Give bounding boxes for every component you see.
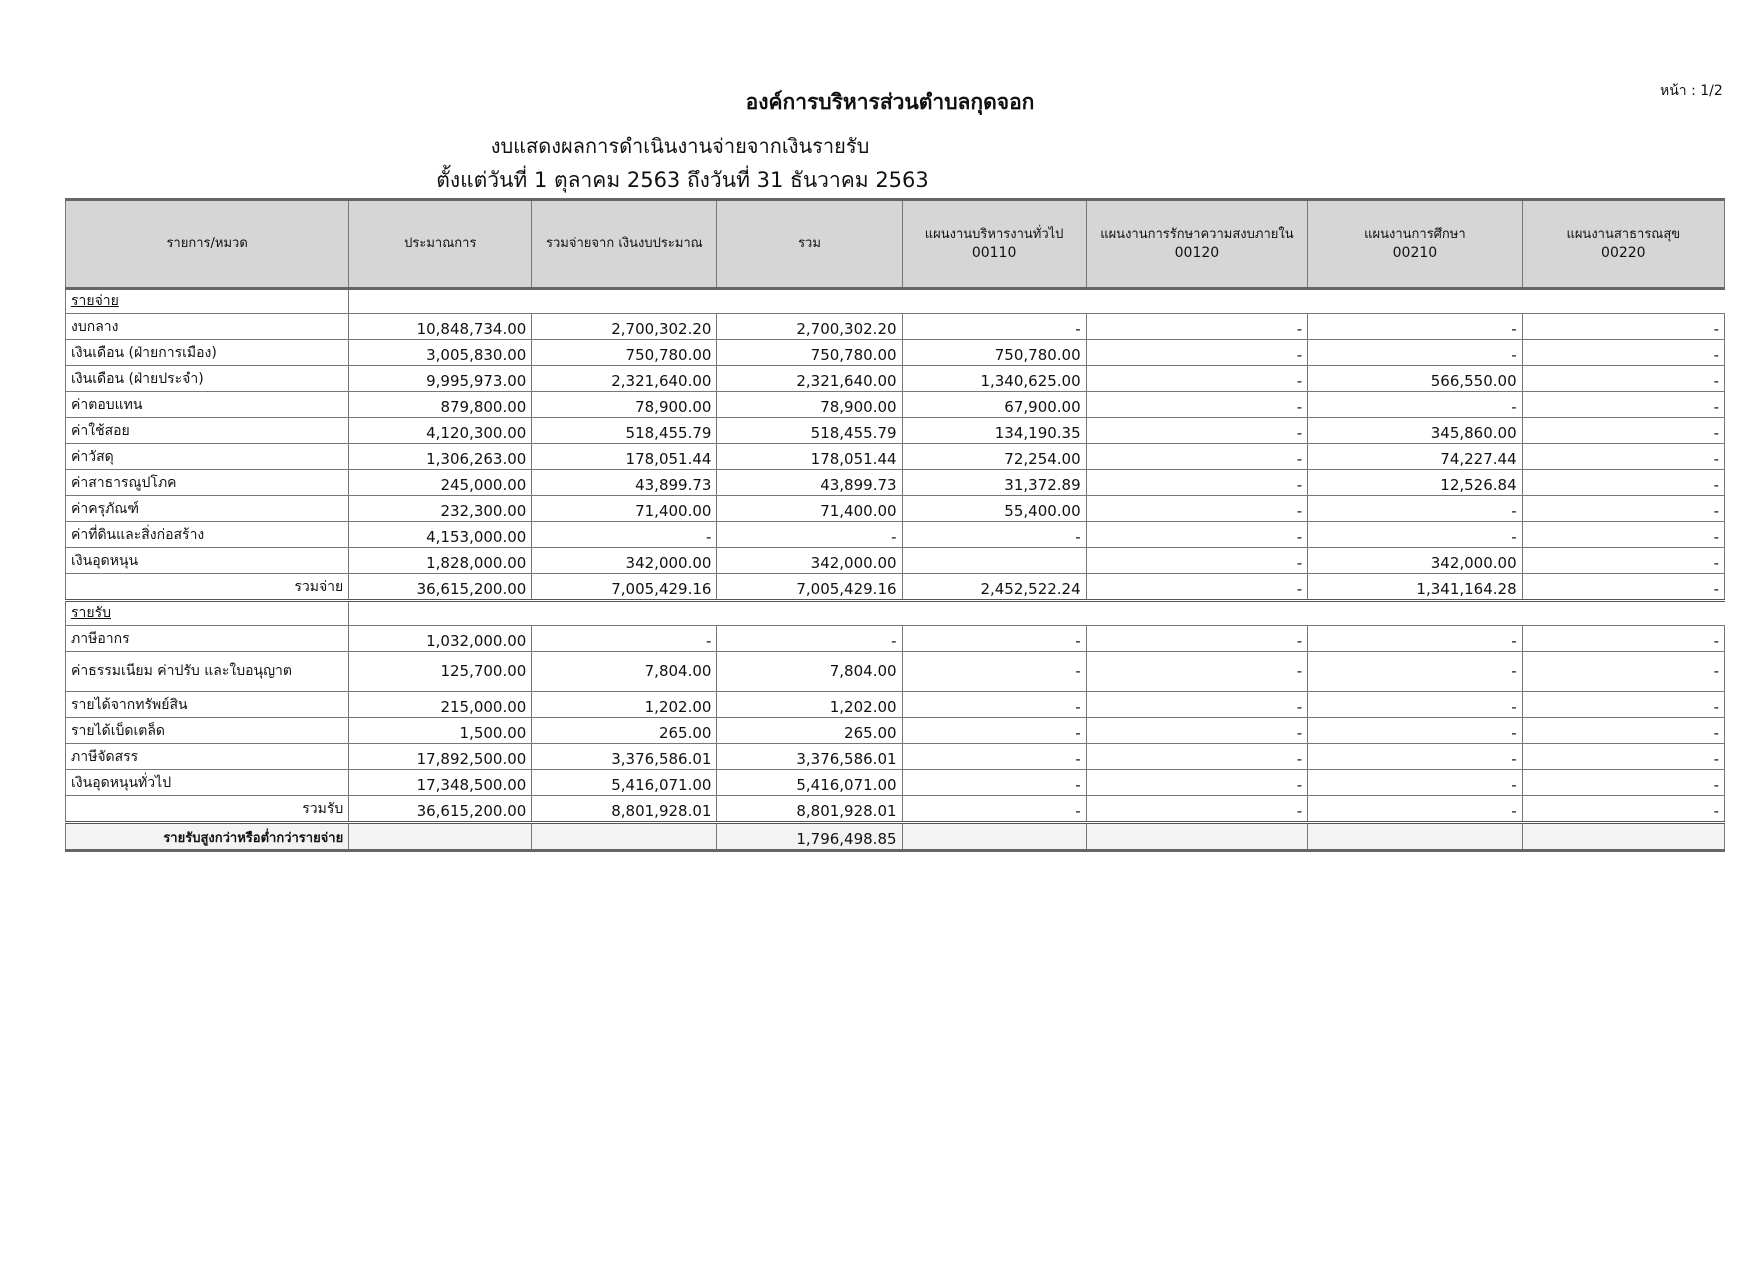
cell-total: 342,000.00 [717,548,902,574]
cell-budget-spent: 2,700,302.20 [532,314,717,340]
cell-internal-security: - [1086,314,1308,340]
cell-budget-spent: 5,416,071.00 [532,770,717,796]
cell-item: รวมจ่าย [66,574,349,601]
cell-internal-security: - [1086,744,1308,770]
cell-general-admin: - [902,692,1086,718]
cell-item: ค่าครุภัณฑ์ [66,496,349,522]
cell-internal-security: - [1086,796,1308,823]
cell-budget-spent: - [532,522,717,548]
cell-item: รายได้จากทรัพย์สิน [66,692,349,718]
expense-row [66,340,1725,366]
cell-estimate [349,823,532,851]
cell-estimate: 215,000.00 [349,692,532,718]
cell-budget-spent [532,823,717,851]
cell-public-health: - [1522,626,1724,652]
expense-row [66,418,1725,444]
cell-budget-spent: 71,400.00 [532,496,717,522]
cell-general-admin: 72,254.00 [902,444,1086,470]
cell-estimate: 125,700.00 [349,652,532,692]
section-header-row [66,601,1725,626]
cell-public-health: - [1522,496,1724,522]
cell-estimate: 17,348,500.00 [349,770,532,796]
cell-public-health: - [1522,522,1724,548]
cell-budget-spent: 750,780.00 [532,340,717,366]
cell-estimate: 1,306,263.00 [349,444,532,470]
cell-item: ค่าใช้สอย [66,418,349,444]
cell-general-admin: 134,190.35 [902,418,1086,444]
cell-public-health: - [1522,692,1724,718]
organization-title: องค์การบริหารส่วนตำบลกุดจอก [745,90,1035,114]
header-item: รายการ/หมวด [66,200,349,289]
cell-total: 78,900.00 [717,392,902,418]
cell-education: 1,341,164.28 [1308,574,1522,601]
cell-internal-security: - [1086,692,1308,718]
cell-public-health: - [1522,744,1724,770]
cell-item: เงินอุดหนุนทั่วไป [66,770,349,796]
cell-public-health [1522,823,1724,851]
cell-total: 43,899.73 [717,470,902,496]
cell-budget-spent: 7,005,429.16 [532,574,717,601]
revenue-row [66,718,1725,744]
expense-row [66,314,1725,340]
cell-general-admin: - [902,770,1086,796]
cell-total: 1,202.00 [717,692,902,718]
cell-education: - [1308,718,1522,744]
cell-education: - [1308,626,1522,652]
cell-item: ค่าที่ดินและสิ่งก่อสร้าง [66,522,349,548]
revenue-row [66,744,1725,770]
cell-total: 2,700,302.20 [717,314,902,340]
cell-general-admin: - [902,522,1086,548]
cell-public-health: - [1522,718,1724,744]
cell-public-health: - [1522,548,1724,574]
revenue-row [66,770,1725,796]
cell-internal-security: - [1086,496,1308,522]
cell-estimate: 1,500.00 [349,718,532,744]
cell-internal-security: - [1086,652,1308,692]
cell-internal-security: - [1086,444,1308,470]
header-budget-spent: รวมจ่ายจาก เงินงบประมาณ [532,200,717,289]
cell-item: ภาษีจัดสรร [66,744,349,770]
cell-budget-spent: 2,321,640.00 [532,366,717,392]
cell-general-admin: 2,452,522.24 [902,574,1086,601]
cell-public-health: - [1522,444,1724,470]
cell-estimate: 1,032,000.00 [349,626,532,652]
cell-general-admin: - [902,718,1086,744]
cell-public-health: - [1522,418,1724,444]
expense-row [66,392,1725,418]
financial-report-table [65,198,1725,852]
cell-education: - [1308,692,1522,718]
report-title: งบแสดงผลการดำเนินงานจ่ายจากเงินรายรับ [490,134,870,158]
cell-budget-spent: 178,051.44 [532,444,717,470]
revenue-row [66,692,1725,718]
cell-item: ค่าธรรมเนียม ค่าปรับ และใบอนุญาต [66,652,349,692]
cell-public-health: - [1522,392,1724,418]
cell-estimate: 879,800.00 [349,392,532,418]
cell-public-health: - [1522,340,1724,366]
cell-estimate: 232,300.00 [349,496,532,522]
cell-general-admin: 67,900.00 [902,392,1086,418]
cell-education: 345,860.00 [1308,418,1522,444]
cell-item: ภาษีอากร [66,626,349,652]
surplus-summary-row [66,823,1725,851]
cell-item: เงินเดือน (ฝ่ายการเมือง) [66,340,349,366]
cell-education: 342,000.00 [1308,548,1522,574]
cell-education: - [1308,314,1522,340]
cell-public-health: - [1522,574,1724,601]
section-spacer [349,601,1725,626]
report-period: ตั้งแต่วันที่ 1 ตุลาคม 2563 ถึงวันที่ 31 ธันวาคม 2563 [436,168,929,192]
cell-internal-security: - [1086,770,1308,796]
cell-estimate: 17,892,500.00 [349,744,532,770]
cell-general-admin: - [902,626,1086,652]
cell-estimate: 10,848,734.00 [349,314,532,340]
cell-item: รายได้เบ็ดเตล็ด [66,718,349,744]
revenue-row [66,652,1725,692]
cell-total: 7,005,429.16 [717,574,902,601]
revenue-total-row [66,796,1725,823]
expense-total-row [66,574,1725,601]
cell-internal-security: - [1086,392,1308,418]
cell-education: 566,550.00 [1308,366,1522,392]
cell-internal-security: - [1086,548,1308,574]
cell-general-admin: - [902,314,1086,340]
cell-internal-security: - [1086,574,1308,601]
expense-row [66,444,1725,470]
cell-education: - [1308,392,1522,418]
cell-item: ค่าสาธารณูปโภค [66,470,349,496]
cell-budget-spent: 7,804.00 [532,652,717,692]
cell-internal-security: - [1086,418,1308,444]
cell-internal-security: - [1086,718,1308,744]
cell-total: 1,796,498.85 [717,823,902,851]
section-label: รายจ่าย [66,289,349,314]
cell-education: 12,526.84 [1308,470,1522,496]
cell-general-admin: 750,780.00 [902,340,1086,366]
cell-education: - [1308,652,1522,692]
cell-total: 71,400.00 [717,496,902,522]
cell-estimate: 4,153,000.00 [349,522,532,548]
cell-budget-spent: 342,000.00 [532,548,717,574]
cell-general-admin: 31,372.89 [902,470,1086,496]
cell-education: - [1308,796,1522,823]
cell-estimate: 4,120,300.00 [349,418,532,444]
cell-public-health: - [1522,470,1724,496]
report-body [66,289,1725,851]
cell-item: รายรับสูงกว่าหรือต่ำกว่ารายจ่าย [66,823,349,851]
cell-total: 8,801,928.01 [717,796,902,823]
cell-estimate: 36,615,200.00 [349,796,532,823]
cell-budget-spent: 3,376,586.01 [532,744,717,770]
cell-public-health: - [1522,366,1724,392]
cell-item: ค่าวัสดุ [66,444,349,470]
cell-item: งบกลาง [66,314,349,340]
cell-budget-spent: 265.00 [532,718,717,744]
cell-public-health: - [1522,314,1724,340]
cell-item: เงินเดือน (ฝ่ายประจำ) [66,366,349,392]
cell-general-admin: 1,340,625.00 [902,366,1086,392]
section-spacer [349,289,1725,314]
cell-budget-spent: 518,455.79 [532,418,717,444]
cell-public-health: - [1522,770,1724,796]
cell-budget-spent: 1,202.00 [532,692,717,718]
cell-estimate: 3,005,830.00 [349,340,532,366]
revenue-row [66,626,1725,652]
cell-education [1308,823,1522,851]
cell-education: - [1308,496,1522,522]
header-total: รวม [717,200,902,289]
cell-internal-security: - [1086,626,1308,652]
header-plan-education: แผนงานการศึกษา 00210 [1308,200,1522,289]
cell-general-admin: 55,400.00 [902,496,1086,522]
cell-total: 3,376,586.01 [717,744,902,770]
section-label: รายรับ [66,601,349,626]
cell-general-admin: - [902,744,1086,770]
cell-total: 518,455.79 [717,418,902,444]
cell-internal-security [1086,823,1308,851]
cell-general-admin: - [902,652,1086,692]
cell-education: - [1308,340,1522,366]
cell-education: 74,227.44 [1308,444,1522,470]
header-estimate: ประมาณการ [349,200,532,289]
cell-total: - [717,626,902,652]
cell-internal-security: - [1086,340,1308,366]
cell-budget-spent: 43,899.73 [532,470,717,496]
cell-total: 265.00 [717,718,902,744]
header-plan-public-health: แผนงานสาธารณสุข 00220 [1522,200,1724,289]
header-plan-general-admin: แผนงานบริหารงานทั่วไป 00110 [902,200,1086,289]
cell-budget-spent: 78,900.00 [532,392,717,418]
cell-education: - [1308,522,1522,548]
cell-general-admin [902,548,1086,574]
cell-budget-spent: - [532,626,717,652]
cell-general-admin: - [902,796,1086,823]
cell-general-admin [902,823,1086,851]
cell-estimate: 9,995,973.00 [349,366,532,392]
expense-row [66,366,1725,392]
cell-estimate: 1,828,000.00 [349,548,532,574]
cell-estimate: 36,615,200.00 [349,574,532,601]
expense-row [66,496,1725,522]
expense-row [66,548,1725,574]
cell-total: 2,321,640.00 [717,366,902,392]
cell-total: 5,416,071.00 [717,770,902,796]
page-number: หน้า : 1/2 [1660,83,1723,99]
cell-public-health: - [1522,796,1724,823]
cell-estimate: 245,000.00 [349,470,532,496]
cell-internal-security: - [1086,522,1308,548]
cell-internal-security: - [1086,470,1308,496]
section-header-row [66,289,1725,314]
cell-public-health: - [1522,652,1724,692]
cell-total: - [717,522,902,548]
expense-row [66,470,1725,496]
cell-education: - [1308,744,1522,770]
cell-internal-security: - [1086,366,1308,392]
cell-education: - [1308,770,1522,796]
cell-total: 750,780.00 [717,340,902,366]
cell-item: ค่าตอบแทน [66,392,349,418]
cell-total: 178,051.44 [717,444,902,470]
expense-row [66,522,1725,548]
cell-item: เงินอุดหนุน [66,548,349,574]
cell-item: รวมรับ [66,796,349,823]
cell-budget-spent: 8,801,928.01 [532,796,717,823]
cell-total: 7,804.00 [717,652,902,692]
header-plan-internal-security: แผนงานการรักษาความสงบภายใน 00120 [1086,200,1308,289]
